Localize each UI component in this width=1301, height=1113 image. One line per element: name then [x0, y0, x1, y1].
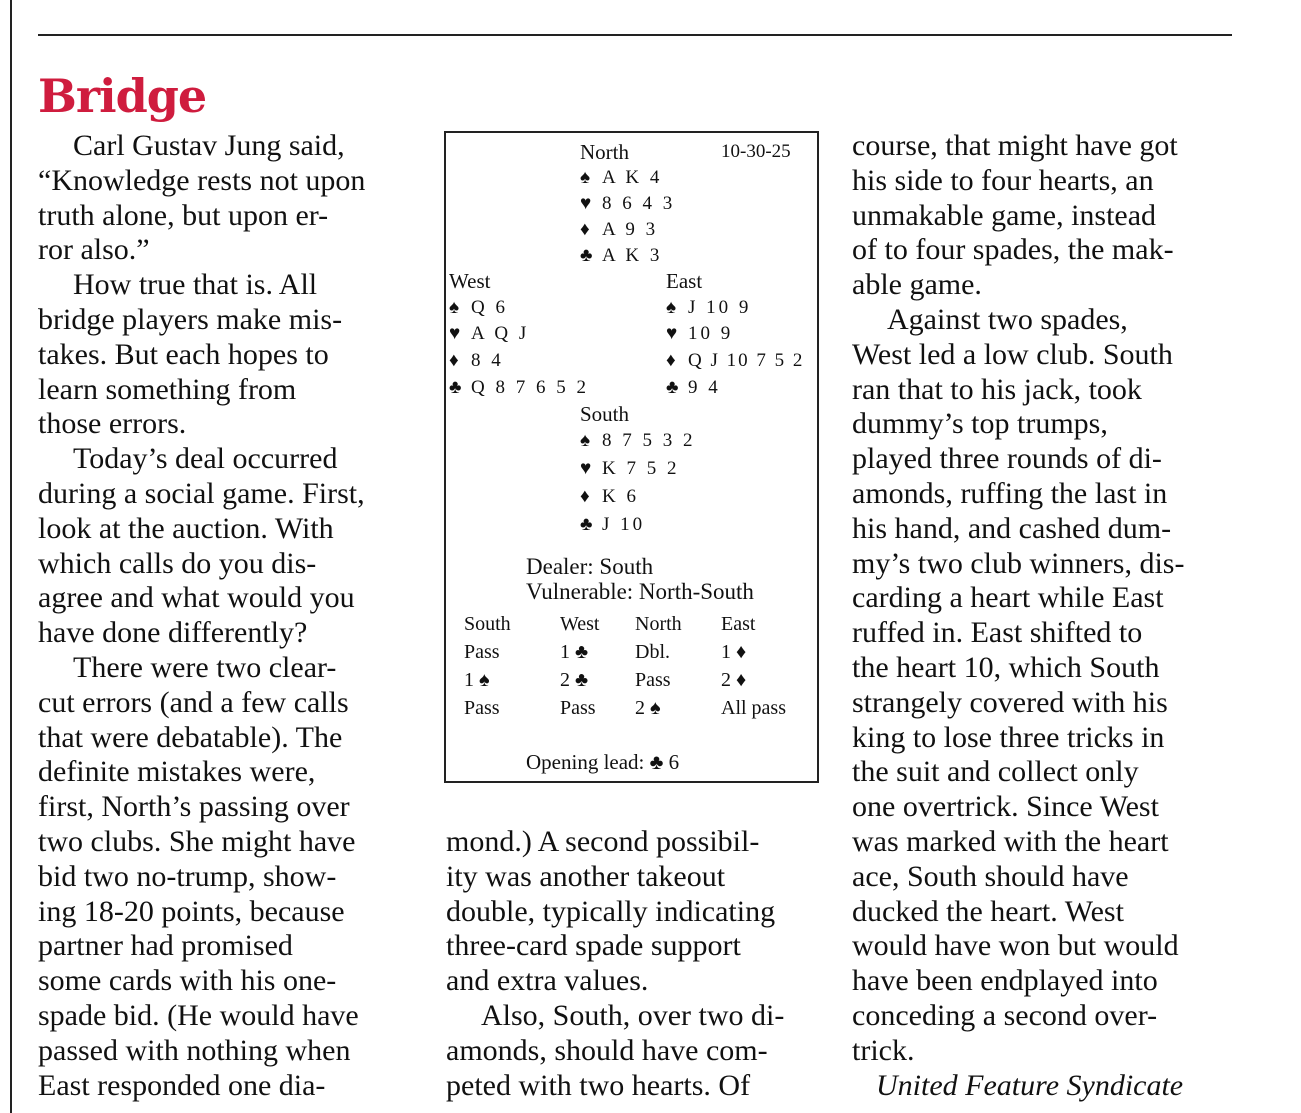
- text-line: agree and what would you: [38, 581, 355, 615]
- text-line: strangely covered with his: [852, 685, 1168, 719]
- text-line: carding a heart while East: [852, 581, 1164, 615]
- north-hearts: ♥ 8 6 4 3: [580, 193, 676, 214]
- auction-call: 1 ♦: [721, 641, 747, 663]
- north-clubs: ♣ A K 3: [580, 245, 663, 266]
- text-line: unmakable game, instead: [852, 198, 1157, 232]
- spade-icon: ♠: [666, 297, 677, 318]
- text-line: ing 18-20 points, because: [38, 894, 345, 928]
- auction-call: 2 ♠: [635, 697, 661, 719]
- article-column-3: [852, 129, 1184, 1103]
- text-line: the heart 10, which South: [852, 650, 1160, 684]
- text-line: cut errors (and a few calls: [38, 685, 349, 719]
- text-line: dummy’s top trumps,: [852, 407, 1108, 441]
- heart-icon: ♥: [580, 193, 592, 214]
- text-line: king to lose three tricks in: [852, 720, 1165, 754]
- east-clubs: ♣ 9 4: [666, 377, 721, 398]
- text-line: ror also.”: [38, 233, 150, 267]
- diamond-icon: ♦: [666, 350, 676, 371]
- auction-header-west: West: [560, 613, 600, 635]
- south-hearts: ♥ K 7 5 2: [580, 458, 680, 479]
- text-line: takes. But each hopes to: [38, 337, 329, 371]
- auction-call: Dbl.: [635, 641, 670, 663]
- text-line: amonds, ruffing the last in: [852, 476, 1168, 510]
- text-line: and extra values.: [446, 964, 649, 998]
- north-diamonds: ♦ A 9 3: [580, 219, 659, 240]
- text-line: two clubs. She might have: [38, 824, 356, 858]
- spade-icon: ♠: [580, 430, 591, 451]
- auction-call: Pass: [464, 641, 500, 663]
- text-line: look at the auction. With: [38, 511, 334, 545]
- west-clubs: ♣ Q 8 7 6 5 2: [449, 377, 589, 398]
- left-border-rule: [10, 0, 12, 1113]
- text-line: mond.) A second possibil-: [446, 825, 760, 858]
- column-title: Bridge: [38, 69, 207, 123]
- text-line: was marked with the heart: [852, 824, 1169, 858]
- vulnerable-text: Vulnerable: North-South: [526, 579, 754, 604]
- text-line: my’s two club winners, dis-: [852, 546, 1185, 580]
- spade-icon: ♠: [449, 297, 460, 318]
- text-line: his side to four hearts, an: [852, 163, 1154, 197]
- text-line: of to four spades, the mak-: [852, 233, 1174, 267]
- top-divider-rule: [38, 34, 1232, 36]
- text-line: ran that to his jack, took: [852, 372, 1142, 406]
- text-line: trick.: [852, 1033, 915, 1067]
- text-line: peted with two hearts. Of: [446, 1068, 751, 1102]
- text-line: amonds, should have com-: [446, 1033, 768, 1067]
- east-spades: ♠ J 10 9: [666, 297, 752, 318]
- text-line: ace, South should have: [852, 859, 1129, 893]
- text-line: played three rounds of di-: [852, 442, 1162, 476]
- text-line: some cards with his one-: [38, 964, 337, 998]
- article-column-2: [446, 825, 784, 1103]
- text-line: West led a low club. South: [852, 337, 1173, 371]
- south-diamonds: ♦ K 6: [580, 486, 639, 507]
- text-line: during a social game. First,: [38, 476, 365, 510]
- heart-icon: ♥: [666, 323, 678, 344]
- text-line: How true that is. All: [73, 268, 318, 302]
- text-line: Also, South, over two di-: [481, 998, 785, 1032]
- syndicate-credit: United Feature Syndicate: [876, 1068, 1184, 1102]
- club-icon: ♣: [449, 377, 462, 398]
- auction-header-south: South: [464, 613, 511, 635]
- text-line: learn something from: [38, 372, 297, 406]
- east-label: East: [666, 269, 703, 293]
- text-line: which calls do you dis-: [38, 546, 317, 580]
- diamond-icon: ♦: [449, 350, 459, 371]
- text-line: bid two no-trump, show-: [38, 859, 337, 893]
- heart-icon: ♥: [580, 458, 592, 479]
- text-line: East responded one dia-: [38, 1068, 326, 1102]
- south-spades: ♠ 8 7 5 3 2: [580, 430, 696, 451]
- south-label: South: [580, 402, 630, 426]
- text-line: ducked the heart. West: [852, 894, 1124, 928]
- auction-header-north: North: [635, 613, 682, 635]
- club-icon: ♣: [580, 514, 593, 535]
- east-diamonds: ♦ Q J 10 7 5 2: [666, 350, 805, 371]
- west-hearts: ♥ A Q J: [449, 323, 530, 344]
- bridge-deal-diagram: [444, 131, 819, 783]
- text-line: would have won but would: [852, 929, 1179, 963]
- opening-lead: Opening lead: ♣ 6: [526, 750, 680, 774]
- auction-call: 2 ♦: [721, 669, 747, 691]
- text-line: “Knowledge rests not upon: [38, 163, 366, 197]
- west-label: West: [449, 269, 491, 293]
- text-line: first, North’s passing over: [38, 790, 350, 824]
- auction-call: Pass: [635, 669, 671, 691]
- auction-call: 2 ♣: [560, 669, 589, 691]
- text-line: have been endplayed into: [852, 964, 1158, 998]
- text-line: double, typically indicating: [446, 894, 776, 928]
- text-line: course, that might have got: [852, 129, 1178, 162]
- deal-date: 10-30-25: [721, 141, 791, 162]
- text-line: partner had promised: [38, 929, 293, 963]
- auction-call: 1 ♠: [464, 669, 490, 691]
- text-line: There were two clear-: [73, 650, 337, 684]
- text-line: ity was another takeout: [446, 859, 726, 893]
- heart-icon: ♥: [449, 323, 461, 344]
- text-line: Against two spades,: [887, 302, 1128, 336]
- text-line: Today’s deal occurred: [73, 442, 338, 476]
- text-line: bridge players make mis-: [38, 302, 343, 336]
- west-spades: ♠ Q 6: [449, 297, 508, 318]
- west-diamonds: ♦ 8 4: [449, 350, 504, 371]
- diamond-icon: ♦: [580, 486, 590, 507]
- text-line: truth alone, but upon er-: [38, 198, 329, 232]
- club-icon: ♣: [580, 245, 593, 266]
- auction-call: All pass: [721, 697, 786, 719]
- dealer-text: Dealer: South: [526, 554, 654, 579]
- diamond-icon: ♦: [580, 219, 590, 240]
- text-line: three-card spade support: [446, 929, 741, 963]
- text-line: those errors.: [38, 407, 187, 441]
- text-line: definite mistakes were,: [38, 755, 316, 789]
- south-clubs: ♣ J 10: [580, 514, 646, 535]
- east-hearts: ♥ 10 9: [666, 323, 734, 344]
- text-line: able game.: [852, 268, 982, 302]
- text-line: have done differently?: [38, 616, 308, 650]
- text-line: conceding a second over-: [852, 998, 1158, 1032]
- auction-header-east: East: [721, 613, 756, 635]
- north-label: North: [580, 140, 629, 164]
- north-spades: ♠ A K 4: [580, 167, 663, 188]
- auction-call: Pass: [464, 697, 500, 719]
- text-line: his hand, and cashed dum-: [852, 511, 1172, 545]
- club-icon: ♣: [666, 377, 679, 398]
- text-line: spade bid. (He would have: [38, 998, 359, 1032]
- spade-icon: ♠: [580, 167, 591, 188]
- auction-call: Pass: [560, 697, 596, 719]
- text-line: one overtrick. Since West: [852, 790, 1159, 824]
- article-column-1: [38, 129, 365, 1103]
- text-line: ruffed in. East shifted to: [852, 616, 1143, 650]
- text-line: the suit and collect only: [852, 755, 1139, 789]
- text-line: passed with nothing when: [38, 1033, 351, 1067]
- text-line: Carl Gustav Jung said,: [73, 129, 345, 162]
- auction-call: 1 ♣: [560, 641, 589, 663]
- text-line: that were debatable). The: [38, 720, 343, 754]
